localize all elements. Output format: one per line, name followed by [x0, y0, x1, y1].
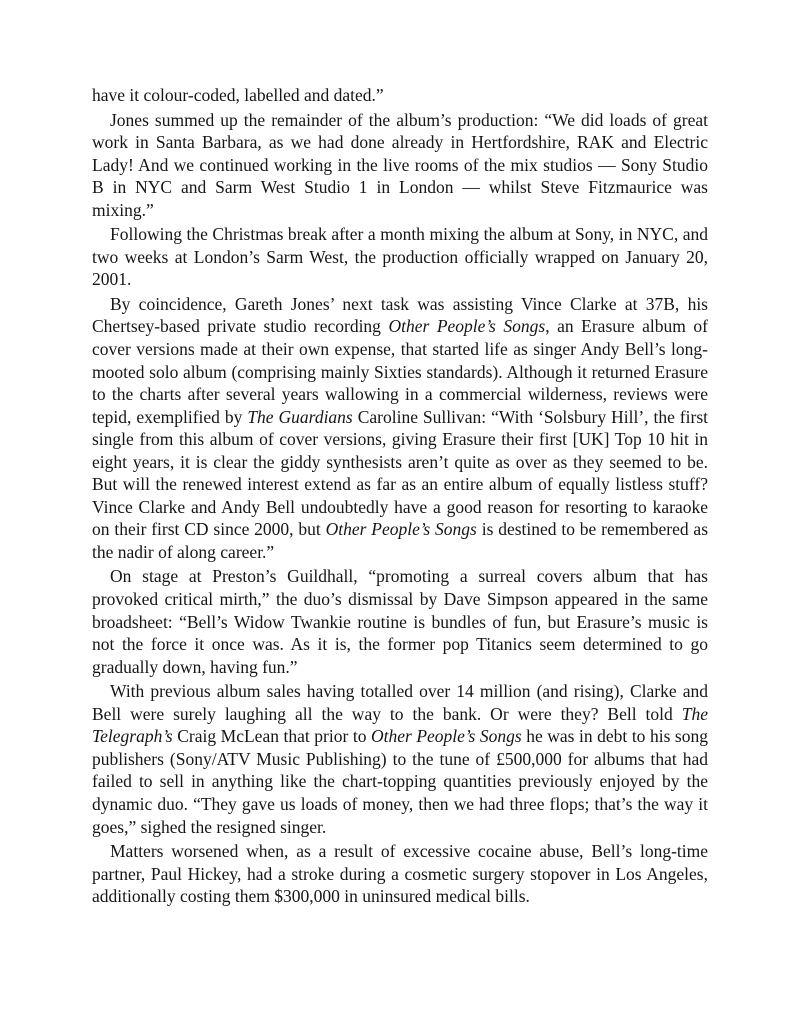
text-run: is destined to be remembered as the nadir of along career.” [92, 519, 709, 562]
text-run: Matters worsened when, as a result of excessive cocaine abuse, Bell’s long-time partner, Paul Hickey, had a stroke during a cosmetic surgery stopover in Los Angeles, additionally costing them $300,000 in uninsured medical bills. [92, 841, 708, 907]
paragraph [92, 223, 708, 291]
text-run: By coincidence, Gareth Jones’ next task was assisting Vince Clarke at 37B, his Chertsey-based private studio recording [92, 293, 708, 337]
paragraph [92, 109, 708, 222]
italic-text-run: Other People’s Songs [370, 726, 522, 747]
text-run: With previous album sales having totalled over 14 million (and rising), Clarke and Bell were surely laughing all the way to the bank. Or were they? Bell told [92, 681, 708, 724]
paragraph [92, 293, 708, 564]
text-run: have it colour-coded, labelled and dated.” [92, 85, 384, 105]
text-run: Craig McLean that prior to [172, 726, 371, 747]
paragraph [92, 680, 708, 838]
paragraph [92, 840, 708, 908]
text-run: , an Erasure album of cover versions made at their own expense, that started life as singer Andy Bell’s long-mooted solo album (comprising mainly Sixties standards). Although it returned Erasure to the charts after several years wallowing in a commercial wilderness, reviews were tepid, exemplified by [92, 316, 709, 427]
text-run: he was in debt to his song publishers (Sony/ATV Music Publishing) to the tune of £500,000 for albums that had failed to sell in anything like the chart-topping quantities previously enjoyed by the dynamic duo. “They gave us loads of money, then we had three flops; that’s the way it goes,” sighed the resigned singer. [92, 726, 708, 837]
text-run: On stage at Preston’s Guildhall, “promoting a surreal covers album that has provoked critical mirth,” the duo’s dismissal by Dave Simpson appeared in the same broadsheet: “Bell’s Widow Twankie routine is bundles of fun, but Erasure’s music is not the force it once was. As it is, the former pop Titanics seem determined to go gradually down, having fun.” [92, 566, 708, 677]
italic-text-run: Other People’s Songs [325, 519, 477, 540]
italic-text-run: The Guardians [247, 406, 353, 427]
text-run: Following the Christmas break after a month mixing the album at Sony, in NYC, and two weeks at London’s Sarm West, the production officially wrapped on January 20, 2001. [92, 224, 708, 290]
paragraph [92, 84, 708, 107]
page-text [92, 84, 708, 910]
italic-text-run: The Telegraph’s [92, 703, 708, 747]
text-run: Caroline Sullivan: “With ‘Solsbury Hill’, the first single from this album of cover versions, giving Erasure their first [UK] Top 10 hit in eight years, it is clear the giddy synthesists aren’t quite as over as they seemed to be. But will the renewed interest extend as far as an entire album of equally listless stuff? Vince Clarke and Andy Bell undoubtedly have a good reason for resorting to karaoke on their first CD since 2000, but [92, 406, 708, 540]
text-run: Jones summed up the remainder of the album’s production: “We did loads of great work in Santa Barbara, as we had done already in Hertfordshire, RAK and Electric Lady! And we continued working in the live rooms of the mix studios — Sony Studio B in NYC and Sarm West Studio 1 in London — whilst Steve Fitzmaurice was mixing.” [92, 109, 708, 220]
italic-text-run: Other People’s Songs [388, 316, 546, 337]
paragraph [92, 565, 708, 678]
